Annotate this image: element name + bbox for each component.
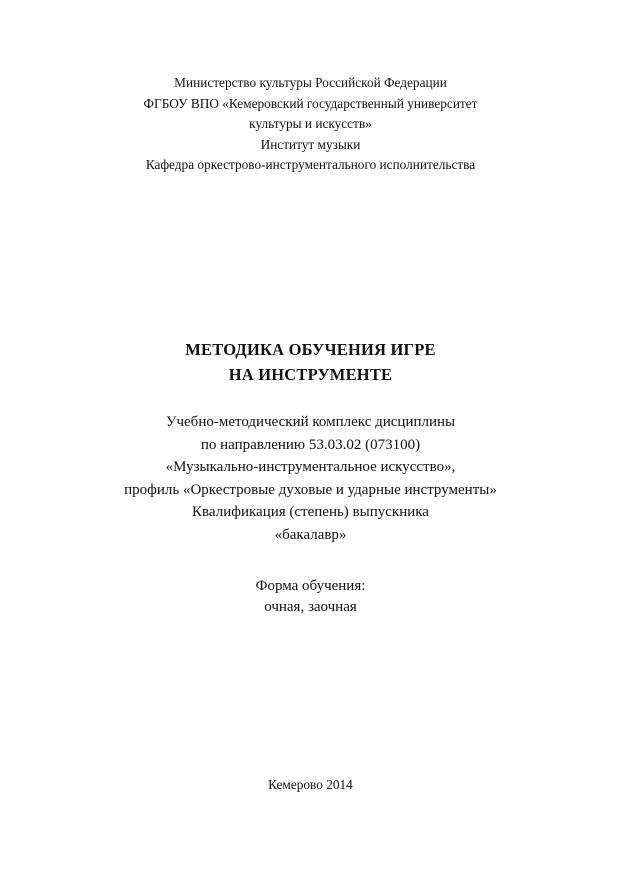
study-form-label: Форма обучения:	[255, 578, 366, 594]
study-form-value: очная, заочная	[264, 599, 357, 615]
university-line-continued: культуры и искусств»	[249, 116, 372, 131]
city-year: Кемерово 2014	[268, 777, 353, 792]
document-description	[0, 411, 621, 547]
description-line-5: Квалификация (степень) выпускника	[192, 504, 429, 521]
institute-line: Институт музыки	[260, 136, 361, 152]
ministry-line: Министерство культуры Российской Федерации	[174, 75, 447, 90]
description-line-2: по направлению 53.03.02 (073100)	[200, 436, 421, 453]
title-line-1: МЕТОДИКА ОБУЧЕНИЯ ИГРЕ	[185, 340, 436, 359]
description-line-4: профиль «Оркестровые духовые и ударные инструменты»	[124, 481, 497, 498]
department-line: Кафедра оркестрово-инструментального исполнительства	[145, 157, 476, 172]
institution-header	[0, 73, 621, 176]
document-footer	[0, 775, 621, 795]
description-line-6: «бакалавр»	[274, 526, 347, 543]
university-line: ФГБОУ ВПО «Кемеровский государственный университет	[143, 95, 478, 111]
description-line-1: Учебно-методический комплекс дисциплины	[165, 414, 456, 430]
document-title	[0, 337, 621, 387]
study-form-section	[0, 576, 621, 618]
title-line-2: НА ИНСТРУМЕНТЕ	[228, 365, 393, 384]
description-line-3: «Музыкально-инструментальное искусство»,	[165, 459, 456, 476]
